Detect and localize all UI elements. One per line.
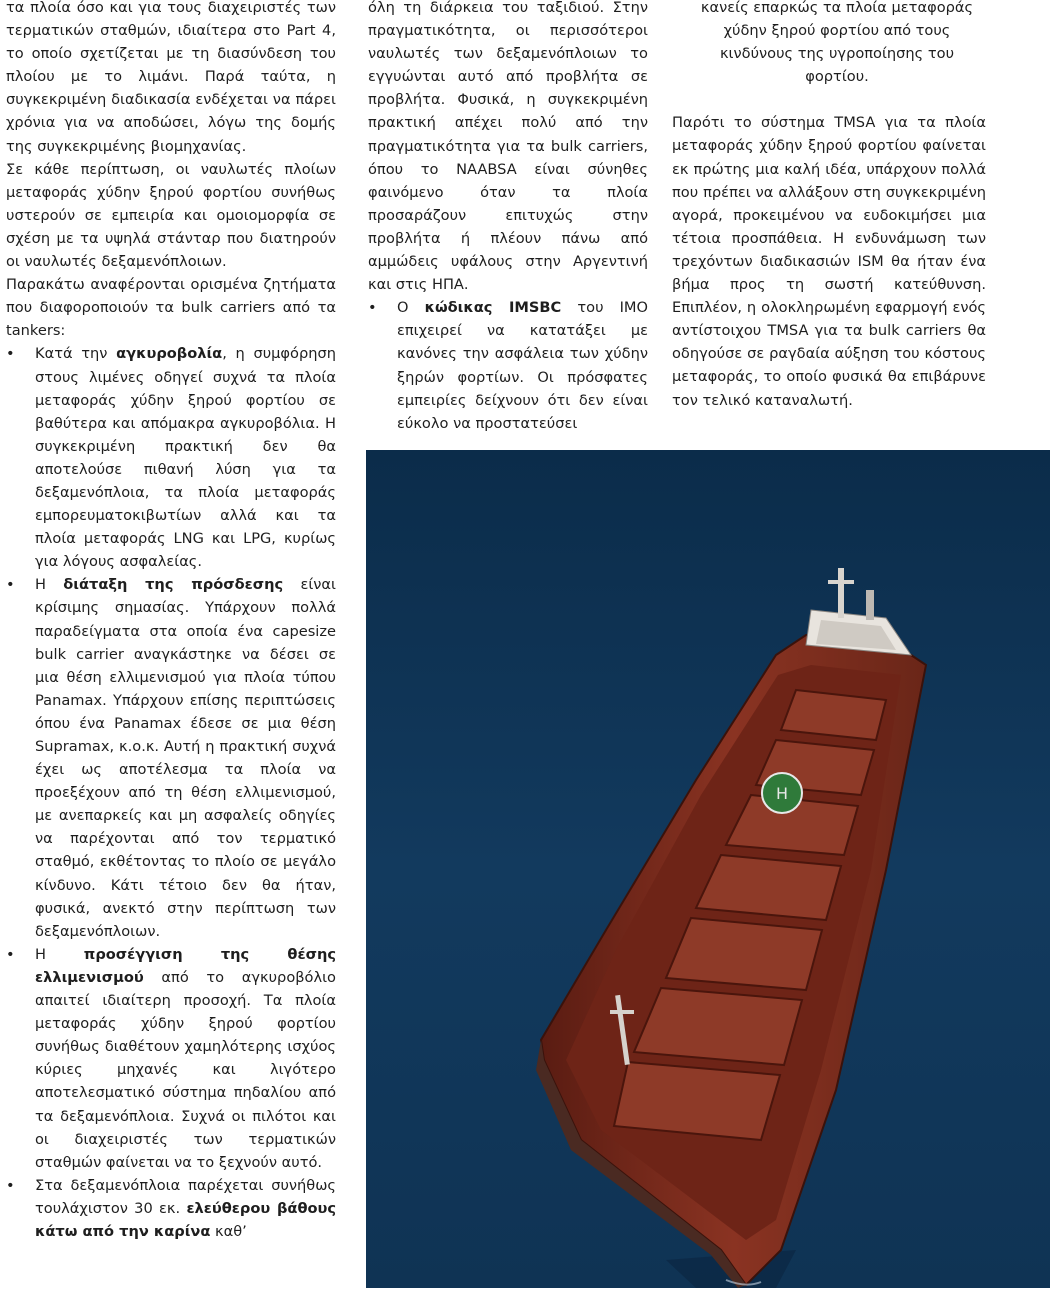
- bullet-berth-approach: • Η προσέγγιση της θέσης ελλιμενισμού από το αγκυροβόλιο απαιτεί ιδιαίτερη προσοχή. Τα πλοία μεταφοράς χύδην ξηρού φορτίου συνήθως διαθέτουν χαμηλότερης ισχύος κύριες μηχανές και λιγότερο αποτελεσματικό σύστημα πηδαλίου από τα δεξαμενόπλοια. Συχνά οι πιλότοι και οι διαχειριστές των τερματικών σταθμών φαίνεται να το ξεχνούν αυτό.: [6, 943, 336, 1174]
- paragraph: Παρακάτω αναφέρονται ορισμένα ζητήματα που διαφοροποιούν τα bulk carriers από τα tankers:: [6, 276, 336, 340]
- bullet-list: [6, 342, 336, 1243]
- bulk-carrier-photo: [366, 450, 1050, 1288]
- paragraph-gap: [672, 88, 986, 111]
- bullet-continuation: όλη τη διάρκεια του ταξιδιού. Στην πραγματικότητα, οι περισσότεροι ναυλωτές των δεξαμενόπλοιων το εγγυώνται αυτό από προβλήτα σε προβλήτα. Φυσικά, η συγκεκριμένη πρακτική απέχει πολύ από την πραγματικότητα για τα bulk carriers, όπου το NAABSA είναι σύνηθες φαινόμενο όταν τα πλοία προσαράζουν επιτυχώς στην προβλήτα ή πλέουν πάνω από αμμώδεις υφάλους στην Αργεντινή και στις ΗΠΑ.: [368, 0, 648, 294]
- article-column-2: [368, 0, 648, 435]
- bullet-keel-clearance: • Στα δεξαμενόπλοια παρέχεται συνήθως τουλάχιστον 30 εκ. ελεύθερου βάθους κάτω από την καρίνα καθ’: [6, 1174, 336, 1243]
- helipad-h: H: [775, 784, 789, 803]
- bullet-list: [368, 296, 648, 435]
- paragraph: Παρότι το σύστημα TMSA για τα πλοία μεταφοράς χύδην ξηρού φορτίου φαίνεται εκ πρώτης μια καλή ιδέα, υπάρχουν πολλά που πρέπει να αλλάξουν στη συγκεκριμένη αγορά, προκειμένου να ευδοκιμήσει μια τέτοια προσπάθεια. Η ενδυνάμωση των τρεχόντων διαδικασιών ISM θα ήταν ένα βήμα προς τη σωστή κατεύθυνση. Επιπλέον, η ολοκληρωμένη εφαρμογή ενός αντίστοιχου TMSA για τα bulk carriers θα οδηγούσε σε ραγδαία αύξηση του κόστους μεταφοράς, το οποίο φυσικά θα επιβάρυνε τον τελικό καταναλωτή.: [672, 114, 986, 409]
- bullet-anchoring: • Κατά την αγκυροβολία, η συμφόρηση στους λιμένες οδηγεί συχνά τα πλοία μεταφοράς χύδην ξηρού φορτίου σε βαθύτερα και απόμακρα αγκυροβόλια. Η συγκεκριμένη πρακτική δεν θα αποτελούσε πιθανή λύση για τα δεξαμενόπλοια, τα πλοία μεταφοράς εμπορευματοκιβωτίων αλλά και τα πλοία μεταφοράς LNG και LPG, κυρίως για λόγους ασφαλείας.: [6, 342, 336, 573]
- bold-term: ελεύθερου βάθους κάτω από την καρίνα: [35, 1199, 336, 1240]
- paragraph: Σε κάθε περίπτωση, οι ναυλωτές πλοίων μεταφοράς χύδην ξηρού φορτίου συνήθως υστερούν σε εμπειρία και ομοιομορφία σε σχέση με τα υψηλά στάνταρ που διατηρούν οι ναυλωτές δεξαμενόπλοιων.: [6, 160, 336, 271]
- bold-term: διάταξη της πρόσδεσης: [63, 576, 284, 594]
- article-column-3: [672, 0, 986, 412]
- paragraph: τα πλοία όσο και για τους διαχειριστές των τερματικών σταθμών, ιδιαίτερα στο Part 4, το οποίο σχετίζεται με τη διασύνδεση του πλοίου με το λιμάνι. Παρά ταύτα, η συγκεκριμένη διαδικασία ενδέχεται να πάρει χρόνια για να αποδώσει, λόγω της δομής της συγκεκριμένης βιομηχανίας.: [6, 0, 336, 155]
- bold-term: κώδικας IMSBC: [424, 299, 562, 317]
- bullet-continuation: κανείς επαρκώς τα πλοία μεταφοράς χύδην ξηρού φορτίου από τους κινδύνους της υγροποίησης του φορτίου.: [700, 0, 974, 86]
- bold-term: αγκυροβολία: [116, 345, 223, 363]
- article-column-1: [6, 0, 336, 1243]
- bold-term: προσέγγιση της θέσης ελλιμενισμού: [35, 945, 336, 986]
- bullet-imsbc-code: • Ο κώδικας IMSBC του ΙΜΟ επιχειρεί να κατατάξει με κανόνες την ασφάλεια των χύδην ξηρών φορτίων. Οι πρόσφατες εμπειρίες δείχνουν ότι δεν είναι εύκολο να προστατεύσει: [368, 296, 648, 435]
- bullet-mooring: • Η διάταξη της πρόσδεσης είναι κρίσιμης σημασίας. Υπάρχουν πολλά παραδείγματα στα οποία ένα capesize bulk carrier αναγκάστηκε να δέσει σε μια θέση ελλιμενισμού για πλοία τύπου Panamax. Υπάρχουν επίσης περιπτώσεις όπου ένα Panamax έδεσε σε μια θέση Supramax, κ.ο.κ. Αυτή η πρακτική συχνά έχει ως αποτέλεσμα τα πλοία να προεξέχουν από τη θέση ελλιμενισμού, με ανεπαρκείς και μη ασφαλείς οδηγίες να παρέχονται από τον τερματικό σταθμό, εκθέτοντας το πλοίο σε μεγάλο κίνδυνο. Κάτι τέτοιο δεν θα ήταν, φυσικά, ανεκτό στην περίπτωση των δεξαμενόπλοιων.: [6, 573, 336, 943]
